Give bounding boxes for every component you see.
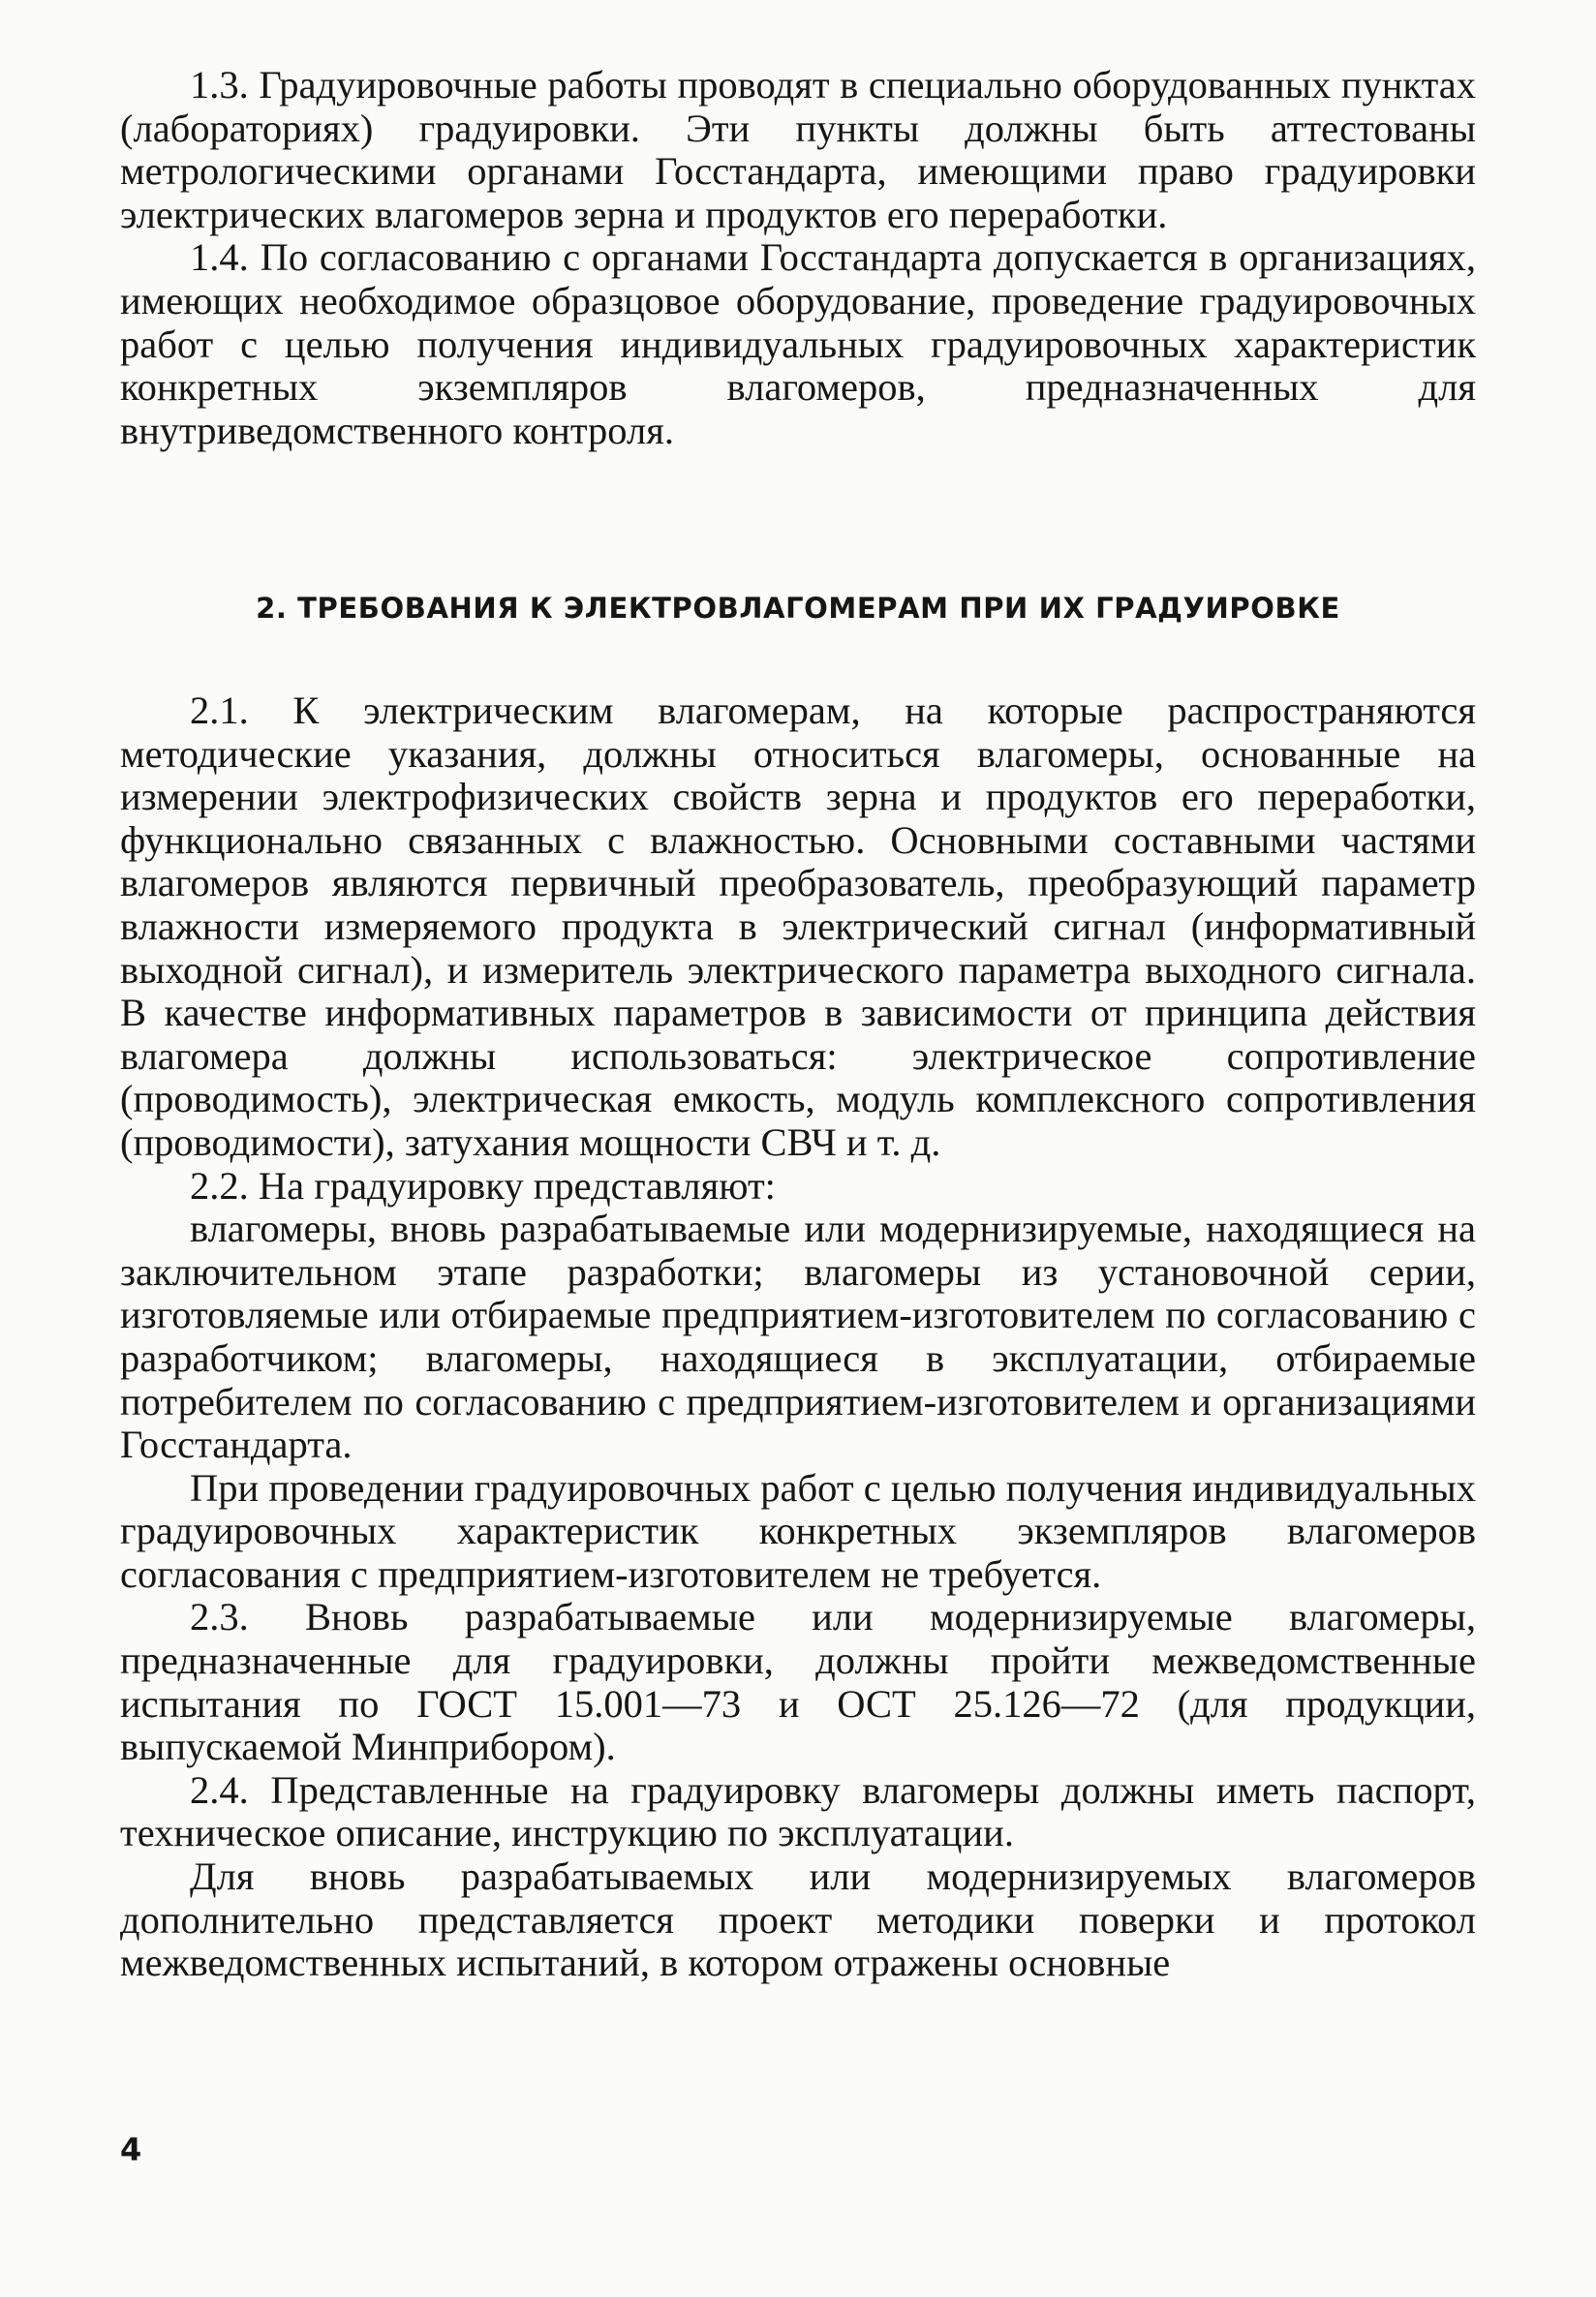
paragraph-2-2: 2.2. На градуировку представляют: (190, 1163, 776, 1208)
paragraph-2-4: 2.4. Представленные на градуировку влагомеры должны иметь паспорт, техническое описание, инструкцию по эксплуатации. (120, 1767, 1476, 1855)
paragraph-2-2-list: влагомеры, вновь разрабатываемые или модернизируемые, находящиеся на заключительном этапе разработки; влагомеры из установочной серии, изготовляемые или отбираемые предприятием-изготовителем по согласованию с разработчиком; влагомеры, находящиеся в эксплуатации, отбираемые потребителем по согласованию с предприятием-изготовителем и организациями Госстандарта. (120, 1207, 1476, 1467)
intro-text-block (120, 64, 1476, 452)
paragraph-1-3: 1.3. Градуировочные работы проводят в специально оборудованных пунктах (лабораториях) градуировки. Эти пункты должны быть аттестованы метрологическими органами Госстандарта, имеющими право градуировки электрических влагомеров зерна и продуктов его переработки. (120, 63, 1476, 236)
paragraph-2-2-note: При проведении градуировочных работ с целью получения индивидуальных градуировочных характеристик конкретных экземпляров влагомеров согласования с предприятием-изготовителем не требуется. (120, 1465, 1476, 1596)
section-heading: 2. ТРЕБОВАНИЯ К ЭЛЕКТРОВЛАГОМЕРАМ ПРИ ИХ ГРАДУИРОВКЕ (256, 592, 1340, 625)
page-number: 4 (120, 2131, 142, 2168)
section-2-text-block (120, 689, 1476, 1985)
paragraph-1-4: 1.4. По согласованию с органами Госстандарта допускается в организациях, имеющих необходимое образцовое оборудование, проведение градуировочных работ с целью получения индивидуальных градуировочных характеристик конкретных экземпляров влагомеров, предназначенных для внутриведомственного контроля. (120, 235, 1476, 452)
paragraph-2-3: 2.3. Вновь разрабатываемые или модернизируемые влагомеры, предназначенные для градуировки, должны пройти межведомственные испытания по ГОСТ 15.001—73 и ОСТ 25.126—72 (для продукции, выпускаемой Минприбором). (120, 1595, 1476, 1769)
paragraph-2-4-cont: Для вновь разрабатываемых или модернизируемых влагомеров дополнительно представляется проект методики поверки и протокол межведомственных испытаний, в котором отражены основные (120, 1854, 1476, 1985)
paragraph-2-1: 2.1. К электрическим влагомерам, на которые распространяются методические указания, должны относиться влагомеры, основанные на измерении электрофизических свойств зерна и продуктов его переработки, функционально связанных с влажностью. Основными составными частями влагомеров являются первичный преобразователь, преобразующий параметр влажности измеряемого продукта в электрический сигнал (информативный выходной сигнал), и измеритель электрического параметра выходного сигнала. В качестве информативных параметров в зависимости от принципа действия влагомера должны использоваться: электрическое сопротивление (проводимость), электрическая емкость, модуль комплексного сопротивления (проводимости), затухания мощности СВЧ и т. д. (120, 689, 1476, 1164)
